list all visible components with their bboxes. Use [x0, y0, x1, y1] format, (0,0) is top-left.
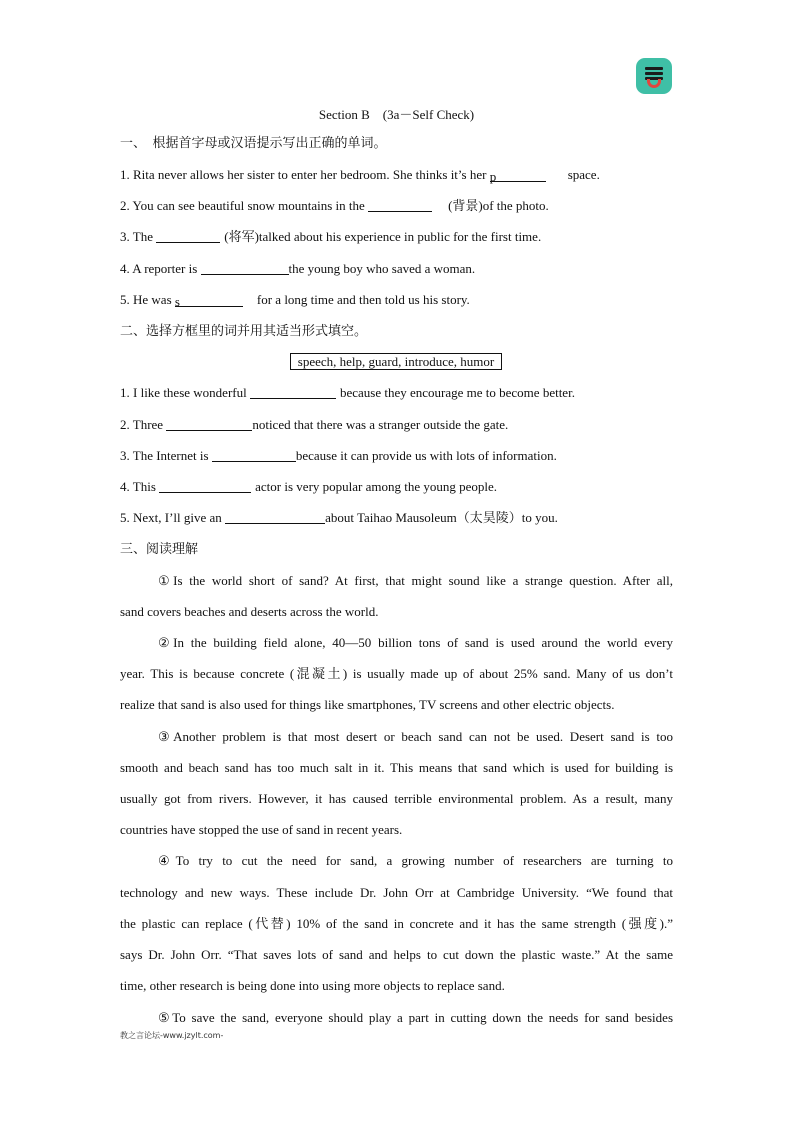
answer-blank[interactable] [225, 511, 325, 524]
page-title: Section B (3a－Self Check) [318, 107, 475, 122]
passage-line: ①Is the world short of sand? At first, that might sound like a strange question. After all, [158, 573, 673, 588]
part2-item-4: 4. This actor is very popular among the young people. [120, 479, 498, 494]
part1-item-4: 4. A reporter is the young boy who saved a woman. [120, 261, 476, 276]
passage-line: usually got from rivers. However, it has caused terrible environmental problem. As a result, many [120, 791, 673, 806]
passage-line: sand covers beaches and deserts across the world. [120, 604, 379, 619]
passage-line: realize that sand is also used for things like smartphones, TV screens and other electric objects. [120, 697, 615, 712]
passage-line: the plastic can replace (代替) 10% of the sand in concrete and it has the same strength (强度).” [120, 916, 673, 931]
answer-blank[interactable] [250, 386, 336, 399]
passage-line: smooth and beach sand has too much salt in it. This means that sand which is used for building is [120, 760, 673, 775]
passage-line: ⑤To save the sand, everyone should play a part in cutting down the needs for sand besides [158, 1010, 673, 1025]
answer-blank[interactable] [212, 449, 296, 462]
answer-blank[interactable] [368, 199, 432, 212]
answer-blank[interactable]: p [490, 169, 546, 182]
part1-item-1: 1. Rita never allows her sister to enter her bedroom. She thinks it’s her p space. [120, 167, 600, 184]
footer-watermark: 教之言论坛-www.jzylt.com- [120, 1031, 224, 1040]
part2-heading: 二、选择方框里的词并用其适当形式填空。 [120, 323, 368, 338]
passage-line: ④To try to cut the need for sand, a growing number of researchers are turning to [158, 853, 673, 868]
part3-heading: 三、阅读理解 [120, 541, 199, 556]
list-logo-icon [636, 58, 672, 94]
part1-item-3: 3. The (将军)talked about his experience in public for the first time. [120, 229, 542, 244]
part2-item-2: 2. Three noticed that there was a stranger outside the gate. [120, 417, 509, 432]
part2-item-1: 1. I like these wonderful because they encourage me to become better. [120, 385, 575, 400]
part2-item-5: 5. Next, I’ll give an about Taihao Mausoleum（太昊陵）to you. [120, 510, 558, 525]
passage-line: says Dr. John Orr. “That saves lots of sand and helps to cut down the plastic waste.” At the same [120, 947, 673, 962]
passage-line: technology and new ways. These include Dr. John Orr at Cambridge University. “We found that [120, 885, 673, 900]
answer-blank[interactable]: s [175, 294, 243, 307]
passage-line: countries have stopped the use of sand in recent years. [120, 822, 403, 837]
answer-blank[interactable] [156, 230, 220, 243]
part1-heading: 一、 根据首字母或汉语提示写出正确的单词。 [120, 135, 387, 150]
answer-blank[interactable] [159, 480, 251, 493]
passage-line: time, other research is being done into using more objects to replace sand. [120, 978, 505, 993]
passage-line: year. This is because concrete (混凝土) is usually made up of about 25% sand. Many of us don’t [120, 666, 673, 681]
passage-line: ②In the building field alone, 40—50 billion tons of sand is used around the world every [158, 635, 673, 650]
word-box: speech, help, guard, introduce, humor [290, 353, 502, 370]
answer-blank[interactable] [166, 418, 252, 431]
part2-item-3: 3. The Internet is because it can provide us with lots of information. [120, 448, 557, 463]
passage-line: ③Another problem is that most desert or beach sand can not be used. Desert sand is too [158, 729, 673, 744]
part1-item-5: 5. He was s for a long time and then told us his story. [120, 292, 470, 309]
answer-blank[interactable] [201, 262, 289, 275]
part1-item-2: 2. You can see beautiful snow mountains in the (背景)of the photo. [120, 198, 549, 213]
